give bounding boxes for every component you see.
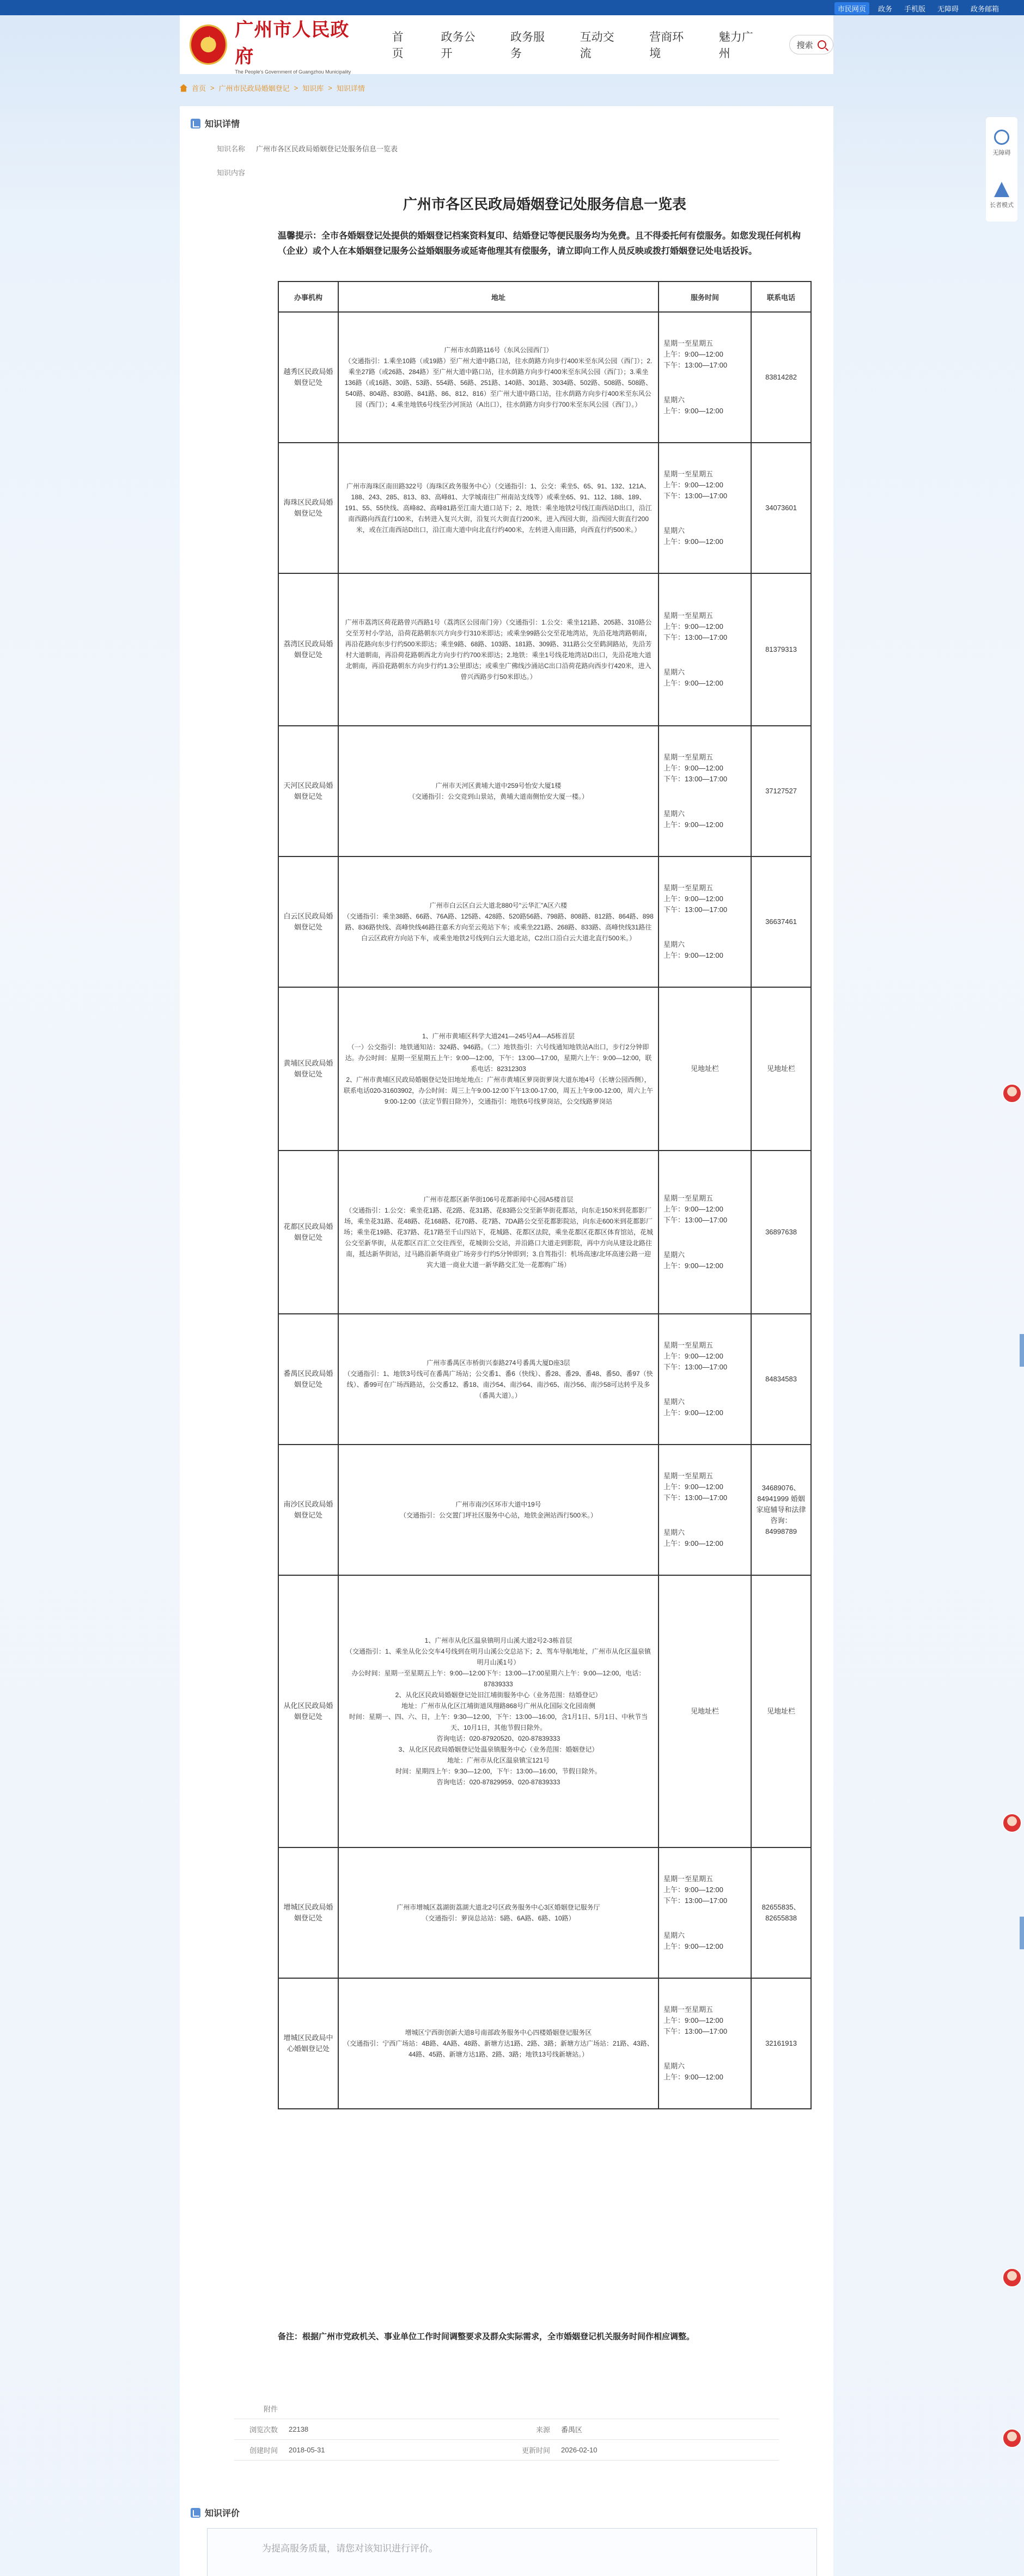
meta-row-dates: [234, 2440, 779, 2461]
hours-line: 下午：13:00—17:00: [663, 1363, 728, 1371]
hours-line: 上午：9:00—12:00: [663, 622, 723, 631]
hours-line: 上午：9:00—12:00: [663, 1205, 723, 1213]
table-row: [278, 443, 811, 573]
hours-line: 上午：9:00—12:00: [663, 895, 723, 903]
section-title: 知识详情: [205, 120, 240, 129]
top-link-mobile[interactable]: 手机版: [904, 5, 925, 13]
table-body: [278, 312, 811, 2109]
office-hours: [659, 856, 751, 987]
office-tel: 84834583: [751, 1314, 811, 1445]
hours-line: 上午：9:00—12:00: [663, 1352, 723, 1360]
created-label: 创建时间: [249, 2446, 278, 2455]
article-tip: 温馨提示：全市各婚姻登记处提供的婚姻登记档案资料复印、结婚登记等便民服务均为免费。且不得委托何有偿服务。如您发现任何机构（企业）或个人在本婚姻登记服务公益婚姻服务或延寄他理其有偿服务，请立即向工作人员反映或拨打婚姻登记处电话投诉。: [278, 231, 801, 256]
nav-gov-service[interactable]: 政务服务: [510, 31, 545, 60]
office-address: 广州市白云区白云大道北880号"云华汇"A区六楼 （交通指引：乘坐38路、66路、76A路、125路、428路、520路56路、798路、808路、812路、864路、898路、836路快线、高峰快线46路往嘉禾方向至云苑站下车；或乘坐221路、268路、833路、高峰快线31路往白云区政府方向站下车，或乘坐地铁2号线到白云大道北站，C2出口沿白云大道北直行500米。）: [338, 856, 659, 987]
hours-line: 上午：9:00—12:00: [663, 1409, 723, 1417]
table-row: [278, 573, 811, 726]
office-tel: 见地址栏: [751, 987, 811, 1151]
breadcrumb-sep: >: [328, 84, 332, 92]
nav-charm[interactable]: 魅力广州: [718, 31, 753, 60]
office-name: 南沙区民政局婚姻登记处: [278, 1445, 338, 1575]
elderly-mode-icon: [994, 182, 1009, 197]
accessibility-tool[interactable]: [986, 117, 1017, 169]
hours-line: 上午：9:00—12:00: [663, 407, 723, 415]
table-row: [278, 1847, 811, 1978]
elderly-mode-label: 长者模式: [990, 202, 1014, 209]
section-eval-title: 知识评价: [205, 2509, 240, 2518]
office-hours: [659, 443, 751, 573]
nav-home[interactable]: 首页: [392, 31, 404, 60]
article-note: 备注：根据广州市党政机关、事业单位工作时间调整要求及群众实际需求，全市婚姻登记机关服务时间作相应调整。: [278, 2332, 695, 2341]
knowledge-content-row: [212, 167, 822, 178]
office-address: 广州市增城区荔湖街荔湖大道北2号区政务服务中心3区婚姻登记服务厅 （交通指引：萝岗总站站：5路、6A路、6路、10路）: [338, 1847, 659, 1978]
table-row: [278, 1575, 811, 1847]
table-row: [278, 856, 811, 987]
office-tel: 83814282: [751, 312, 811, 443]
hours-line: 见地址栏: [690, 1064, 719, 1073]
hours-line: 上午：9:00—12:00: [663, 537, 723, 546]
office-hours: [659, 1151, 751, 1314]
table-row: [278, 312, 811, 443]
office-name: 黄埔区民政局婚姻登记处: [278, 987, 338, 1151]
national-emblem-icon: [190, 25, 227, 65]
table-header-row: [278, 282, 811, 312]
hours-line: 星期六: [663, 2062, 685, 2070]
hours-line: 星期一至星期五: [663, 1194, 714, 1202]
hours-line: 上午：9:00—12:00: [663, 1483, 723, 1491]
breadcrumb-dept[interactable]: 广州市民政局婚姻登记: [218, 84, 290, 93]
attachment-label: 附件: [263, 2405, 278, 2413]
hours-line: 见地址栏: [690, 1707, 719, 1715]
logo-subtitle: The People's Government of Guangzhou Municipality: [235, 69, 351, 75]
logo-title: 广州市人民政府: [235, 20, 350, 67]
office-tel: 34689076、84941999 婚姻家庭辅导和法律咨询：84998789: [751, 1445, 811, 1575]
office-hours: [659, 312, 751, 443]
nav-interaction[interactable]: 互动交流: [580, 31, 614, 60]
site-header: [180, 15, 833, 74]
section-icon: [191, 2508, 200, 2518]
table-row: [278, 726, 811, 856]
hours-line: 星期一至星期五: [663, 753, 714, 761]
office-name: 越秀区民政局婚姻登记处: [278, 312, 338, 443]
hours-line: 星期一至星期五: [663, 470, 714, 478]
top-bar: [0, 0, 1024, 15]
office-hours: [659, 1978, 751, 2109]
hours-line: 上午：9:00—12:00: [663, 1539, 723, 1547]
hours-line: 星期六: [663, 527, 685, 535]
side-scroll-strip: [1020, 1334, 1024, 1367]
knowledge-content-label: 知识内容: [216, 169, 245, 177]
office-tel: 81379313: [751, 573, 811, 726]
office-tel: 36897638: [751, 1151, 811, 1314]
elderly-mode-tool[interactable]: [986, 169, 1017, 222]
assistant-avatar-icon[interactable]: [1002, 1813, 1022, 1833]
hours-line: 星期一至星期五: [663, 611, 714, 620]
hours-line: 星期六: [663, 810, 685, 818]
breadcrumb: [180, 83, 365, 93]
office-hours: [659, 1575, 751, 1847]
hours-line: 下午：13:00—17:00: [663, 1216, 728, 1224]
hours-line: 星期一至星期五: [663, 1875, 714, 1883]
office-name: 增城区民政局中心婚姻登记处: [278, 1978, 338, 2109]
hours-line: 星期一至星期五: [663, 339, 714, 347]
table-row: [278, 1314, 811, 1445]
table-row: [278, 987, 811, 1151]
hours-line: 上午：9:00—12:00: [663, 2073, 723, 2081]
hours-line: 星期一至星期五: [663, 1472, 714, 1480]
accessibility-label: 无障碍: [992, 150, 1011, 156]
hours-line: 下午：13:00—17:00: [663, 905, 728, 914]
service-table: [278, 281, 812, 2109]
content-panel: [180, 106, 833, 2576]
office-hours: [659, 1445, 751, 1575]
breadcrumb-sep: >: [210, 84, 215, 92]
hours-line: 星期六: [663, 396, 685, 404]
hours-line: 星期六: [663, 1251, 685, 1259]
office-tel: 82655835、82655838: [751, 1847, 811, 1978]
hours-line: 上午：9:00—12:00: [663, 679, 723, 687]
office-name: 荔湾区民政局婚姻登记处: [278, 573, 338, 726]
evaluation-input[interactable]: 为提高服务质量，请您对该知识进行评价。: [207, 2528, 817, 2576]
hours-line: 星期六: [663, 940, 685, 949]
office-name: 从化区民政局婚姻登记处: [278, 1575, 338, 1847]
office-address: 广州市南沙区环市大道中19号 （交通指引：公交置门坪社区服务中心站，地铁金洲站西行500米。）: [338, 1445, 659, 1575]
assistant-avatar-icon[interactable]: [1002, 2428, 1022, 2448]
hours-line: 下午：13:00—17:00: [663, 492, 728, 500]
table-row: [278, 1978, 811, 2109]
hours-line: 下午：13:00—17:00: [663, 1494, 728, 1502]
meta-table: [234, 2398, 779, 2461]
views-value: 22138: [289, 2425, 309, 2433]
hours-line: 上午：9:00—12:00: [663, 481, 723, 489]
hours-line: 上午：9:00—12:00: [663, 1886, 723, 1894]
hours-line: 星期一至星期五: [663, 2005, 714, 2014]
hours-line: 上午：9:00—12:00: [663, 1942, 723, 1950]
hours-line: 星期一至星期五: [663, 1341, 714, 1349]
hours-line: 星期六: [663, 668, 685, 676]
col-header-tel: 联系电话: [751, 282, 811, 312]
office-address: 广州市花都区新华街106号花都新闻中心园A5楼首层 （交通指引：1.公交：乘坐花1路、花2路、花31路、花83路公交至新华街花都站，向东走150米到花都影厂场，乘坐花31路、花48路、花168路、花70路、花7路、7DA路公交至花都影院站，向东走600米到花都影厂场；乘坐花19路、花37路、花17路至千山四站下，花城路、花都区法院，乘坐花都区花都区体育馆站，花城公交至新华街，从花都区百汇立交往西至，花城街公交站，并沿路口大道走到影院，再中方向从建设北路往南，抵达新华街站，过马路沿新华商业广场旁步行约5分钟即到；3.自驾指引：机场高速/北环高速公路一迎宾大道一商业大道一新华路交汇处一花都购广场）: [338, 1151, 659, 1314]
assistant-avatar-icon[interactable]: [1002, 2268, 1022, 2287]
table-row: [278, 1445, 811, 1575]
office-tel: 34073601: [751, 443, 811, 573]
office-hours: [659, 726, 751, 856]
article-title: 广州市各区民政局婚姻登记处服务信息一览表: [403, 196, 686, 212]
hours-line: 上午：9:00—12:00: [663, 1262, 723, 1270]
article-body: [278, 193, 812, 2109]
col-header-office: 办事机构: [278, 282, 338, 312]
updated-label: 更新时间: [521, 2446, 550, 2455]
hours-line: 星期六: [663, 1528, 685, 1537]
office-address: 1、广州市从化区温泉镇明月山溪大道2号2-3栋首层 （交通指引：1、乘坐从化公交车4号线到在明月山溪公交总站下；2、驾车导航地址，广州市从化区温泉镇明月山溪1号） 办公时间：星期一至星期五上午：9:00—12:00下午：13:00—17:00星期六上午：9:00—12:00，电话：87839333 2、从化区民政局婚姻登记处旧江埔街服务中心（业务范围：结婚登记） 地址：广州市从化区江埔街道凤翔路868号广州从化国际文化园南侧 时间：星期一、四、六、日，上午：9:30—12:00，下午：13:00—16:00，含1月1日、5月1日、中秋节当天、10月1日，其他节假日除外。 咨询电话：020-87920520、020-87839333 3、从化区民政局婚姻登记处温泉镇服务中心（业务范围：婚姻登记） 地址：广州市从化区温泉镇宝121号 时间：星期四上午：9:30—12:00，下午：13:00—16:00，节假日除外。 咨询电话：020-87829959、020-87839333: [338, 1575, 659, 1847]
search-label: 搜索: [796, 40, 813, 50]
office-hours: [659, 987, 751, 1151]
office-hours: [659, 573, 751, 726]
search-icon: [818, 40, 826, 49]
office-hours: [659, 1314, 751, 1445]
views-label: 浏览次数: [249, 2426, 278, 2434]
home-icon: [180, 84, 187, 92]
hours-line: 上午：9:00—12:00: [663, 2016, 723, 2024]
hours-line: 星期六: [663, 1398, 685, 1406]
office-tel: 32161913: [751, 1978, 811, 2109]
main-nav: [392, 28, 760, 61]
col-header-address: 地址: [338, 282, 659, 312]
assistant-avatar-icon[interactable]: [1002, 1084, 1022, 1103]
office-address: 1、广州市黄埔区科学大道241—245号A4—A5栋首层 （一）公交指引：地铁通知站：324路、946路。（二）地铁指引：六号线通知地铁站A出口，步行2分钟即达。办公时间：星期一至星期五上午：9:00—12:00，下午：13:00—17:00，星期六上午：9:00—12:00，联系电话：82312303 2、广州市黄埔区民政局婚姻登记处旧地址地点：广州市黄埔区萝岗街萝岗大道东地4号（长塘公园西侧），联系电话020-31603902，办公时间：周三上午9:00-12:00下午13:00-17:00，周五上午9:00-12:00，周六上午9:00-12:00（法定节假日除外），交通指引：地铁6号线萝岗站，公交线路萝岗站: [338, 987, 659, 1151]
top-link-citizen[interactable]: 市民网页: [834, 2, 869, 15]
hours-line: 下午：13:00—17:00: [663, 633, 728, 641]
hours-line: 上午：9:00—12:00: [663, 764, 723, 772]
hours-line: 上午：9:00—12:00: [663, 821, 723, 829]
site-logo[interactable]: [190, 15, 359, 75]
knowledge-name-label: 知识名称: [216, 145, 245, 153]
floating-toolbar: [986, 117, 1017, 222]
office-address: 增城区宁西街创新大道8号南部政务服务中心四楼婚姻登记服务区 （交通指引：宁西广场站：4B路、4A路、48路、新塘方达1路、2路、3路；新塘方达广场站：21路、43路、44路、45路、新塘方达1路、2路、3路；地铁13号线新塘站。）: [338, 1978, 659, 2109]
hours-line: 上午：9:00—12:00: [663, 951, 723, 959]
office-tel: 见地址栏: [751, 1575, 811, 1847]
created-value: 2018-05-31: [289, 2446, 325, 2454]
col-header-hours: 服务时间: [659, 282, 751, 312]
nav-business[interactable]: 营商环境: [649, 31, 684, 60]
top-link-mail[interactable]: 政务邮箱: [970, 5, 999, 13]
accessibility-icon: [994, 130, 1009, 145]
meta-row-views: [234, 2419, 779, 2440]
hours-line: 下午：13:00—17:00: [663, 2027, 728, 2035]
hours-line: 星期六: [663, 1931, 685, 1939]
table-row: [278, 1151, 811, 1314]
hours-line: 下午：13:00—17:00: [663, 1896, 728, 1905]
breadcrumb-current: 知识详情: [336, 84, 365, 93]
section-knowledge-detail: [191, 117, 240, 130]
office-name: 花都区民政局婚姻登记处: [278, 1151, 338, 1314]
top-links: [834, 2, 1002, 15]
office-address: 广州市天河区黄埔大道中259号怡安大厦1楼 （交通指引：公交竞到山景站，黄埔大道南侧怡安大厦一楼。）: [338, 726, 659, 856]
office-name: 海珠区民政局婚姻登记处: [278, 443, 338, 573]
office-address: 广州市番禺区市桥街兴泰路274号番禺大厦D座3层 （交通指引：1、地铁3号线可在番禺广场站；公交番1、番6（快线）、番28、番29、番48、番50、番97（快线）、番99可在广场西路站，公交番12、番18、南沙54、南沙64、南沙65、南沙56、南沙58可达转乎及多（番禺大道）。）: [338, 1314, 659, 1445]
section-icon: [191, 119, 200, 129]
office-name: 白云区民政局婚姻登记处: [278, 856, 338, 987]
office-name: 天河区民政局婚姻登记处: [278, 726, 338, 856]
office-name: 番禺区民政局婚姻登记处: [278, 1314, 338, 1445]
breadcrumb-sep: >: [294, 84, 298, 92]
search-button[interactable]: [789, 35, 833, 54]
source-value: 番禺区: [561, 2426, 583, 2434]
hours-line: 下午：13:00—17:00: [663, 361, 728, 369]
top-link-accessibility[interactable]: 无障碍: [937, 5, 959, 13]
office-address: 广州市海珠区南田路322号（海珠区政务服务中心）（交通指引：1、公交：乘坐5、65、91、132、121A、188、243、285、813、83、高峰81、大学城南往广州南站支线等）或乘坐65、91、112、188、189、191、55、55快线、高峰82、高峰81路至江南大道口站下；2、地铁：乘坐地铁2号线江南西站D出口，沿江南西路向西直行100米，右转进入复兴大街，沿复兴大街直行200米，进入西园大街，沿西园大街直行200米，或在江南西站D出口，沿江南大道中向北直行约400米，左转进入南田路，向西直行约500米。）: [338, 443, 659, 573]
office-tel: 37127527: [751, 726, 811, 856]
breadcrumb-home[interactable]: 首页: [192, 84, 206, 93]
hours-line: 上午：9:00—12:00: [663, 350, 723, 358]
top-link-gov[interactable]: 政务: [877, 5, 892, 13]
hours-line: 下午：13:00—17:00: [663, 775, 728, 783]
office-tel: 36637461: [751, 856, 811, 987]
section-knowledge-eval: [191, 2506, 240, 2519]
side-scroll-strip: [1020, 1917, 1024, 1949]
office-address: 广州市水荫路116号（东风公园西门） （交通指引：1.乘坐10路（或19路）至广州大道中路口站，往水荫路方向步行400米至东风公园（西门）；2.乘坐27路（或26路、284路）至广州大道中路口站，往水荫路方向步行400米至东风公园（西门）；3.乘坐136路（或16路、30路、53路、554路、56路、251路、140路、301路、3034路、502路、508路、508路、540路、804路、830路、841路、86、812、816）至广州大道中路口站，往水荫路方向步行400米至东风公园（西门）；4.乘坐地铁6号线至沙河顶站（A出口），往水荫路方向步行700米至东风公园（西门）。）: [338, 312, 659, 443]
source-label: 来源: [535, 2426, 550, 2434]
hours-line: 星期一至星期五: [663, 884, 714, 892]
office-address: 广州市荔湾区荷花路曾兴西路1号（荔湾区公园南门旁）（交通指引：1.公交：乘坐121路、205路、310路公交至芳村小学站，沿荷花路朝东兴方向步行310米即达；或乘坐99路公交至花地湾站，先沿花地湾路朝南，再沿花路向东步行约500米即达；乘坐9路、68路、103路、181路、309路、311路公交至鹤洞路站，先沿芳村大道朝南，再沿荷花路朝西北方向步行约700米即达；2.地铁：乘坐1号线花地湾站D出口，先沿花地大道北朝南，再沿花路朝东方向步行约1.3公里即达；或乘坐广佛线沙涌站C出口沿荷花路向西步行420米，进入曾兴西路步行50米即达。）: [338, 573, 659, 726]
nav-gov-open[interactable]: 政务公开: [441, 31, 476, 60]
updated-value: 2026-02-10: [561, 2446, 598, 2454]
breadcrumb-kb[interactable]: 知识库: [302, 84, 324, 93]
knowledge-name-value: 广州市各区民政局婚姻登记处服务信息一览表: [256, 145, 398, 153]
knowledge-name-row: [212, 143, 822, 154]
meta-row-attachment: [234, 2398, 779, 2419]
office-hours: [659, 1847, 751, 1978]
office-name: 增城区民政局婚姻登记处: [278, 1847, 338, 1978]
